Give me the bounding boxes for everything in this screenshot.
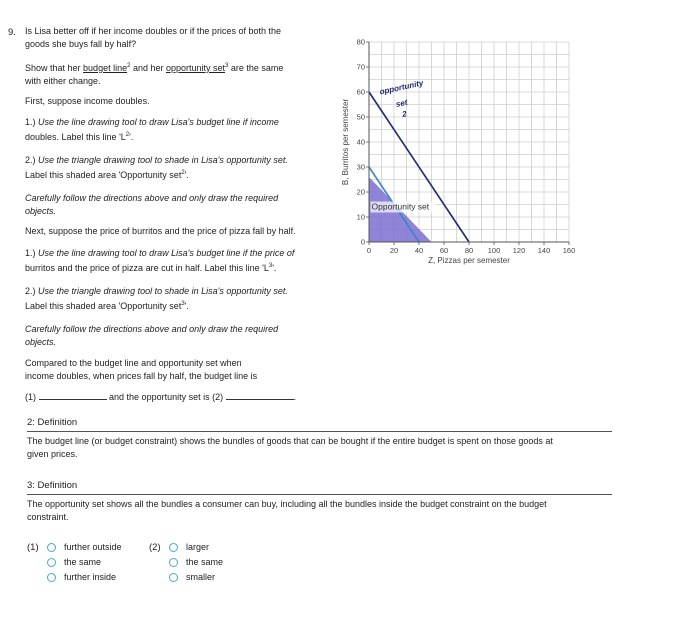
handwritten-label-3: 2 — [401, 109, 408, 119]
part2-step2-instruction: Use the triangle drawing tool to shade in Lisa's opportunity set. — [38, 286, 288, 296]
blank-middle-text: and the opportunity set is — [109, 392, 210, 402]
opportunity-set-label: Opportunity set — [371, 201, 430, 212]
definition-2-title: 2: Definition — [27, 417, 78, 428]
careful-note-2-line-2: objects. — [25, 337, 57, 347]
blank1-label: (1) — [25, 392, 36, 402]
show-that-before: Show that her — [25, 63, 84, 73]
part2-step2-lead: 2.) — [25, 286, 39, 296]
definition-3-title: 3: Definition — [27, 480, 78, 491]
definition-2-rule — [27, 431, 612, 432]
radio-1-the-same[interactable] — [47, 558, 56, 567]
y-tick-label: 60 — [356, 87, 365, 97]
definition-3-rule — [27, 494, 612, 495]
y-tick-label: 50 — [356, 112, 365, 122]
option-1-the-same[interactable]: the same — [64, 557, 102, 567]
x-tick-label: 120 — [512, 246, 526, 255]
radio-2-the-same[interactable] — [169, 558, 178, 567]
part1-step1-instruction: Use the line drawing tool to draw Lisa's budget line if income — [38, 117, 279, 127]
radio-2-smaller[interactable] — [169, 573, 178, 582]
blank-1[interactable] — [39, 390, 107, 400]
definition-2-line-2: given prices. — [27, 449, 78, 459]
prompt-line-2: goods she buys fall by half? — [25, 39, 137, 49]
part1-intro: First, suppose income doubles. — [25, 96, 150, 106]
show-that-line-2: with either change. — [25, 76, 101, 86]
budget-line-link[interactable]: budget line — [83, 63, 128, 73]
option-1-further-inside[interactable]: further inside — [64, 572, 117, 582]
part1-step2 — [25, 154, 325, 182]
definition-3-body — [27, 498, 612, 524]
part1-step1 — [25, 116, 325, 144]
careful-note-1-line-1: Carefully follow the directions above and only draw the required — [25, 193, 279, 203]
show-that-paragraph — [25, 60, 325, 88]
y-tick-label: 70 — [356, 62, 365, 72]
part1-step1-end: '. — [129, 132, 134, 142]
answer-group-2-label: (2) — [149, 542, 161, 553]
part2-step1-instruction: Use the line drawing tool to draw Lisa's budget line if the price of — [38, 248, 295, 258]
definition-3-line-1: The opportunity set shows all the bundles a consumer can buy, including all the bundles inside the budget constraint on the budget — [27, 499, 547, 509]
option-2-smaller[interactable]: smaller — [186, 572, 216, 582]
y-tick-label: 30 — [356, 162, 365, 172]
question-prompt — [25, 25, 325, 51]
part2-intro: Next, suppose the price of burritos and the price of pizza fall by half. — [25, 226, 296, 236]
definition-2-line-1: The budget line (or budget constraint) shows the bundles of goods that can be bought if the entire budget is spent on those goods at — [27, 436, 553, 446]
option-2-the-same[interactable]: the same — [186, 557, 224, 567]
compare-paragraph — [25, 357, 325, 383]
part2-step2 — [25, 285, 325, 313]
part2-step2-end: '. — [184, 301, 189, 311]
part2-step1-sup: 3 — [268, 263, 273, 269]
show-that-middle: and her — [130, 63, 166, 73]
question-number: 9. — [8, 27, 16, 38]
answer-group-1-label: (1) — [27, 542, 39, 553]
radio-1-further-inside[interactable] — [47, 573, 56, 582]
y-tick-label: 80 — [356, 37, 365, 47]
part2-step1-line2: burritos and the price of pizza are cut in half. Label this line 'L — [25, 263, 269, 273]
part1-step2-sup: 2 — [181, 170, 185, 176]
y-tick-label: 0 — [360, 237, 365, 247]
handwritten-label-1: opportunity — [378, 78, 425, 97]
blank-2[interactable] — [226, 390, 294, 400]
handwritten-label-2: set — [395, 97, 409, 109]
careful-note-2 — [25, 323, 325, 349]
careful-note-1 — [25, 192, 325, 218]
x-tick-label: 160 — [562, 246, 576, 255]
option-2-larger[interactable]: larger — [186, 542, 210, 552]
part1-step2-lead: 2.) — [25, 155, 39, 165]
fill-in-blanks — [25, 390, 345, 404]
part1-step1-sup: 2 — [125, 132, 130, 138]
x-tick-label: 0 — [366, 246, 372, 255]
footnote-3: 3 — [225, 63, 229, 69]
y-tick-labels — [357, 38, 369, 247]
option-1-further-outside[interactable]: further outside — [64, 542, 122, 552]
x-tick-labels — [367, 242, 575, 255]
x-tick-label: 100 — [487, 246, 501, 255]
show-that-after: are the same — [228, 63, 284, 73]
x-tick-label: 20 — [389, 246, 399, 255]
part2-step1-end: '. — [272, 263, 277, 273]
prompt-line-1: Is Lisa better off if her income doubles or if the prices of both the — [25, 26, 281, 36]
y-tick-label: 20 — [356, 187, 365, 197]
footnote-2: 2 — [127, 63, 131, 69]
radio-1-further-outside[interactable] — [47, 543, 56, 552]
part1-step2-end: '. — [184, 170, 189, 180]
part2-step2-line2: Label this shaded area 'Opportunity set — [25, 301, 182, 311]
blank-end: . — [293, 392, 297, 402]
x-tick-label: 60 — [439, 246, 449, 255]
x-tick-label: 40 — [414, 246, 424, 255]
careful-note-1-line-2: objects. — [25, 206, 57, 216]
part1-step1-line2: doubles. Label this line 'L — [25, 132, 126, 142]
compare-line-2: income doubles, when prices fall by half, the budget line is — [25, 371, 258, 381]
part1-step2-instruction: Use the triangle drawing tool to shade in Lisa's opportunity set. — [38, 155, 288, 165]
y-tick-label: 10 — [356, 212, 365, 222]
definition-2-body — [27, 435, 612, 461]
x-axis-label: Z, Pizzas per semester — [428, 256, 510, 265]
radio-2-larger[interactable] — [169, 543, 178, 552]
part1-step2-line2: Label this shaded area 'Opportunity set — [25, 170, 182, 180]
y-axis-label: B, Burritos per semester — [341, 98, 350, 186]
compare-line-1: Compared to the budget line and opportunity set when — [25, 358, 242, 368]
y-tick-label: 40 — [356, 137, 365, 147]
opportunity-set-link[interactable]: opportunity set — [165, 63, 226, 73]
part2-step2-sup: 3 — [181, 301, 185, 307]
blank2-label: (2) — [212, 392, 224, 402]
x-tick-label: 140 — [537, 246, 551, 255]
careful-note-2-line-1: Carefully follow the directions above and only draw the required — [25, 324, 279, 334]
definition-3-line-2: constraint. — [27, 512, 69, 522]
x-tick-label: 80 — [464, 246, 474, 255]
budget-chart[interactable] — [335, 30, 590, 270]
part2-step1 — [25, 247, 335, 275]
part2-step1-lead: 1.) — [25, 248, 39, 258]
part1-step1-lead: 1.) — [25, 117, 39, 127]
